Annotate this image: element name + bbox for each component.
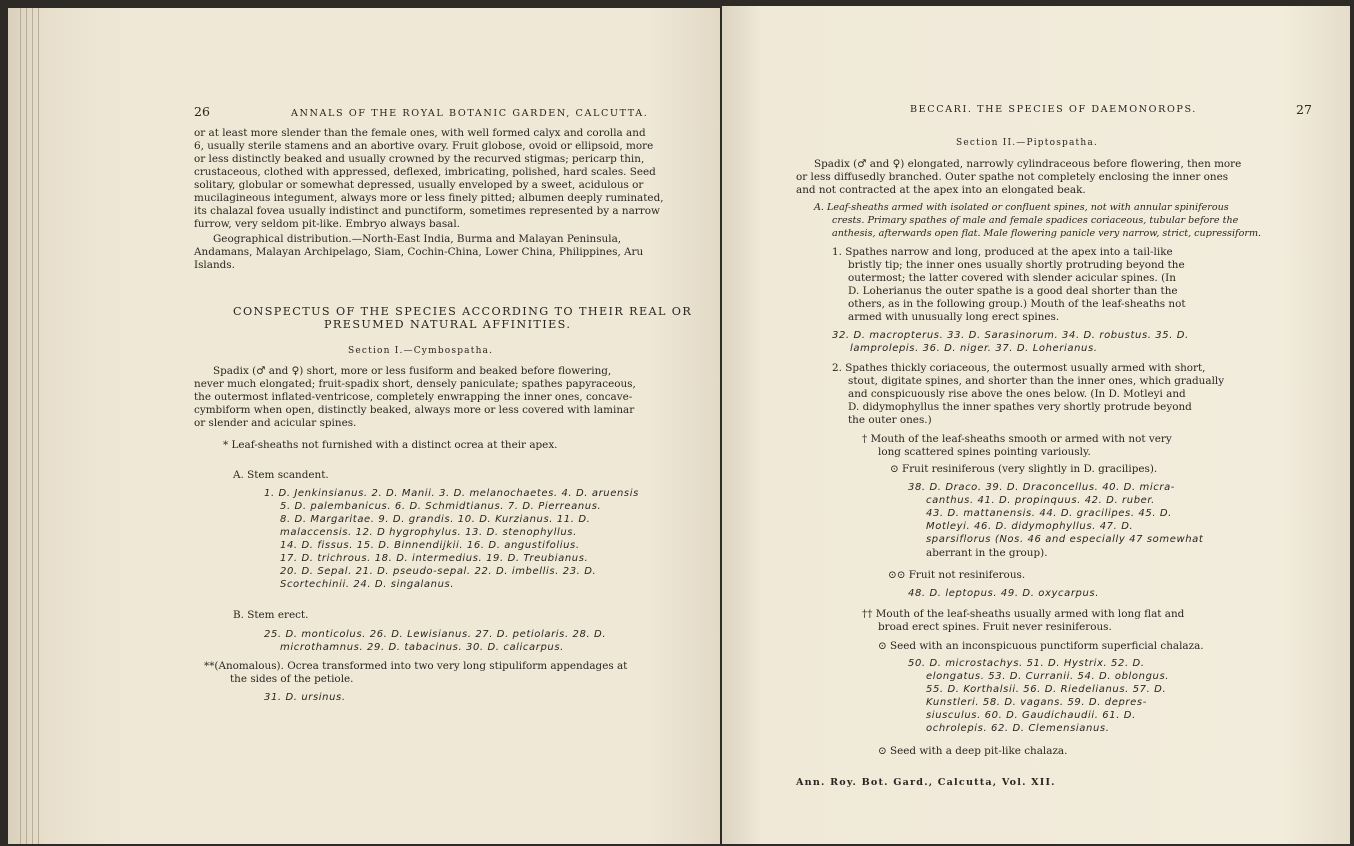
species-line: 55. D. Korthalsii. 56. D. Riedelianus. 57. D. xyxy=(926,684,1167,695)
species-line: ochrolepis. 62. D. Clemensianus. xyxy=(926,723,1110,734)
species-line: siusculus. 60. D. Gaudichaudii. 61. D. xyxy=(926,710,1136,721)
text-line: Spadix (♂ and ♀) short, more or less fusiform and beaked before flowering, xyxy=(213,365,612,377)
text-line: **(Anomalous). Ocrea transformed into two very long stipuliform appendages at xyxy=(204,660,628,672)
conspectus-heading: CONSPECTUS OF THE SPECIES ACCORDING TO THEIR REAL OR xyxy=(233,305,693,318)
species-line: 17. D. trichrous. 18. D. intermedius. 19. D. Treubianus. xyxy=(280,553,589,564)
species-line: sparsiflorus (Nos. 46 and especially 47 somewhat xyxy=(926,534,1204,545)
species-line: Kunstleri. 58. D. vagans. 59. D. depres- xyxy=(926,697,1147,708)
running-head: BECCARI. THE SPECIES OF DAEMONOROPS. xyxy=(910,104,1197,115)
text-line: long scattered spines pointing variously. xyxy=(878,446,1091,458)
text-line: or at least more slender than the female ones, with well formed calyx and corolla and xyxy=(194,127,646,139)
species-line: 31. D. ursinus. xyxy=(264,692,346,703)
page-edge xyxy=(32,8,33,844)
page-edge xyxy=(38,8,39,844)
species-line: 32. D. macropterus. 33. D. Sarasinorum. 34. D. robustus. 35. D. xyxy=(832,330,1189,341)
species-line: aberrant in the group). xyxy=(926,547,1048,559)
section-heading: Section I.—Cymbospatha. xyxy=(348,346,494,356)
page-number: 27 xyxy=(1296,102,1312,117)
running-head: ANNALS OF THE ROYAL BOTANIC GARDEN, CALCUTTA. xyxy=(291,108,649,119)
species-line: canthus. 41. D. propinquus. 42. D. ruber. xyxy=(926,495,1155,506)
fruit-not-resiniferous: ⊙⊙ Fruit not resiniferous. xyxy=(888,569,1026,581)
text-line: 2. Spathes thickly coriaceous, the outermost usually armed with short, xyxy=(832,362,1206,374)
page-edge xyxy=(26,8,27,844)
left-page xyxy=(8,8,720,844)
text-line: the outer ones.) xyxy=(848,414,932,426)
page-edge xyxy=(20,8,21,844)
conspectus-heading: PRESUMED NATURAL AFFINITIES. xyxy=(324,318,572,331)
text-line: the outermost inflated-ventricose, completely enwrapping the inner ones, concave- xyxy=(194,391,633,403)
species-line: malaccensis. 12. D hygrophylus. 13. D. stenophyllus. xyxy=(280,527,577,538)
text-line: and conspicuously rise above the ones below. (In D. Motleyi and xyxy=(848,388,1186,400)
text-line: A. Leaf-sheaths armed with isolated or confluent spines, not with annular spiniferous xyxy=(814,202,1229,213)
page-footer: Ann. Roy. Bot. Gard., Calcutta, Vol. XII. xyxy=(796,777,1056,788)
text-line: mucilagineous integument, always more or less finely pitted; albumen deeply ruminated, xyxy=(194,192,664,204)
section-heading: Section II.—Piptospatha. xyxy=(956,138,1098,148)
text-line: Spadix (♂ and ♀) elongated, narrowly cylindraceous before flowering, then more xyxy=(814,158,1242,170)
species-line: 25. D. monticolus. 26. D. Lewisianus. 27. D. petiolaris. 28. D. xyxy=(264,629,607,640)
species-line: microthamnus. 29. D. tabacinus. 30. D. calicarpus. xyxy=(280,642,564,653)
species-line: Scortechinii. 24. D. singalanus. xyxy=(280,579,455,590)
text-line: solitary, globular or somewhat depressed, usually enveloped by a sweet, acidulous or xyxy=(194,179,644,191)
species-line: 8. D. Margaritae. 9. D. grandis. 10. D. Kurzianus. 11. D. xyxy=(280,514,591,525)
leaf-sheaths-note: * Leaf-sheaths not furnished with a distinct ocrea at their apex. xyxy=(223,439,558,451)
species-line: 48. D. leptopus. 49. D. oxycarpus. xyxy=(908,588,1100,599)
text-line: never much elongated; fruit-spadix short, densely paniculate; spathes papyraceous, xyxy=(194,378,636,390)
seed-pit-note: ⊙ Seed with a deep pit-like chalaza. xyxy=(878,745,1068,757)
seed-chalaza-note: ⊙ Seed with an inconspicuous punctiform superficial chalaza. xyxy=(878,640,1204,652)
text-line: bristly tip; the inner ones usually shortly protruding beyond the xyxy=(848,259,1185,271)
text-line: its chalazal fovea usually indistinct and punctiform, sometimes represented by a narrow xyxy=(194,205,660,217)
page-number: 26 xyxy=(194,104,210,119)
species-line: 43. D. mattanensis. 44. D. gracilipes. 45. D. xyxy=(926,508,1172,519)
text-line: or less diffusedly branched. Outer spathe not completely enclosing the inner ones xyxy=(796,171,1229,183)
text-line: 1. Spathes narrow and long, produced at the apex into a tail-like xyxy=(832,246,1173,258)
fruit-resiniferous: ⊙ Fruit resiniferous (very slightly in D. gracilipes). xyxy=(890,463,1158,475)
text-line: crests. Primary spathes of male and female spadices coriaceous, tubular before the xyxy=(832,215,1239,226)
group-b-label: B. Stem erect. xyxy=(233,609,309,621)
text-line: † Mouth of the leaf-sheaths smooth or armed with not very xyxy=(862,433,1172,445)
text-line: or slender and acicular spines. xyxy=(194,417,357,429)
text-line: and not contracted at the apex into an elongated beak. xyxy=(796,184,1086,196)
species-line: Motleyi. 46. D. didymophyllus. 47. D. xyxy=(926,521,1134,532)
species-line: 50. D. microstachys. 51. D. Hystrix. 52. D. xyxy=(908,658,1145,669)
text-line: D. didymophyllus the inner spathes very shortly protrude beyond xyxy=(848,401,1192,413)
text-line: Islands. xyxy=(194,259,235,271)
text-line: stout, digitate spines, and shorter than the inner ones, which gradually xyxy=(848,375,1225,387)
text-line: or less distinctly beaked and usually crowned by the recurved stigmas; pericarp thin, xyxy=(194,153,645,165)
text-line: cymbiform when open, distinctly beaked, always more or less covered with laminar xyxy=(194,404,635,416)
text-line: crustaceous, clothed with appressed, deflexed, imbricating, polished, hard scales. Seed xyxy=(194,166,656,178)
text-line: anthesis, afterwards open flat. Male flowering panicle very narrow, strict, cupressiform. xyxy=(832,228,1262,239)
text-line: others, as in the following group.) Mouth of the leaf-sheaths not xyxy=(848,298,1186,310)
species-line: lamprolepis. 36. D. niger. 37. D. Loherianus. xyxy=(850,343,1098,354)
species-line: elongatus. 53. D. Curranii. 54. D. oblongus. xyxy=(926,671,1170,682)
text-line: Geographical distribution.—North-East India, Burma and Malayan Peninsula, xyxy=(213,233,622,245)
species-line: 5. D. palembanicus. 6. D. Schmidtianus. 7. D. Pierreanus. xyxy=(280,501,602,512)
species-line: 14. D. fissus. 15. D. Binnendijkii. 16. D. angustifolius. xyxy=(280,540,580,551)
species-line: 1. D. Jenkinsianus. 2. D. Manii. 3. D. melanochaetes. 4. D. aruensis xyxy=(264,488,639,499)
text-line: furrow, very seldom pit-like. Embryo always basal. xyxy=(194,218,460,230)
text-line: broad erect spines. Fruit never resiniferous. xyxy=(878,621,1112,633)
text-line: outermost; the latter covered with slender acicular spines. (In xyxy=(848,272,1176,284)
text-line: †† Mouth of the leaf-sheaths usually armed with long flat and xyxy=(862,608,1185,620)
species-line: 38. D. Draco. 39. D. Draconcellus. 40. D. micra- xyxy=(908,482,1176,493)
text-line: Andamans, Malayan Archipelago, Siam, Cochin-China, Lower China, Philippines, Aru xyxy=(194,246,644,258)
right-page xyxy=(722,6,1350,844)
text-line: armed with unusually long erect spines. xyxy=(848,311,1060,323)
species-line: 20. D. Sepal. 21. D. pseudo-sepal. 22. D. imbellis. 23. D. xyxy=(280,566,597,577)
text-line: the sides of the petiole. xyxy=(230,673,354,685)
group-a-label: A. Stem scandent. xyxy=(233,469,329,481)
text-line: D. Loherianus the outer spathe is a good deal shorter than the xyxy=(848,285,1178,297)
text-line: 6, usually sterile stamens and an abortive ovary. Fruit globose, ovoid or ellipsoid, more xyxy=(194,140,654,152)
